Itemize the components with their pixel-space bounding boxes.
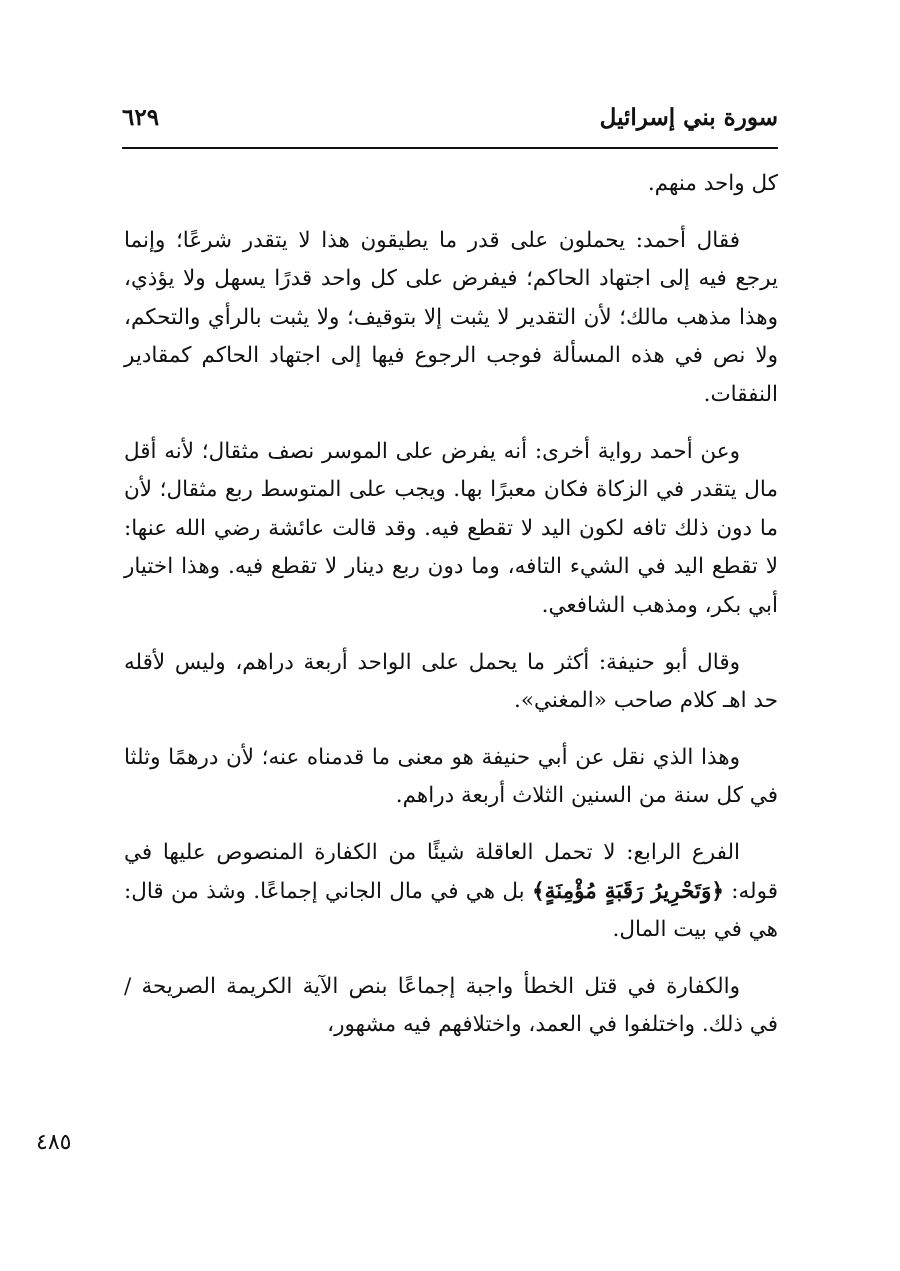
paragraph-ahmad: فقال أحمد: يحملون على قدر ما يطيقون هذا لا يتقدر شرعًا؛ وإنما يرجع فيه إلى اجتهاد الحاكم؛ فيفرض على كل واحد قدرًا يسهل ولا يؤذي، وهذا مذهب مالك؛ لأن التقدير لا يثبت إلا بتوقيف؛ ولا يثبت بالرأي والتحكم، ولا نص في هذه المسألة فوجب الرجوع فيها إلى اجتهاد الحاكم كمقادير النفقات. (124, 227, 778, 407)
paragraph-continuation: كل واحد منهم. (647, 171, 778, 196)
paragraph-kaffara: والكفارة في قتل الخطأ واجبة إجماعًا بنص الآية الكريمة الصريحة / في ذلك. واختلفوا في العمد، واختلافهم فيه مشهور، (124, 973, 778, 1038)
chapter-title: سورة بني إسرائيل (599, 104, 778, 131)
quran-verse: ﴿وَتَحْرِيرُ رَقَبَةٍ مُؤْمِنَةٍ﴾ (532, 878, 724, 904)
margin-page-number: ٤٨٥ (36, 1130, 72, 1155)
page-number: ٦٢٩ (122, 104, 160, 131)
page-body (124, 165, 778, 1045)
fourth-branch-text-before: الفرع الرابع: لا تحمل العاقلة شيئًا من الكفارة المنصوص عليها في قوله: (124, 839, 778, 904)
paragraph-fourth-branch (124, 834, 778, 950)
paragraph-ahmad-riwaya: وعن أحمد رواية أخرى: أنه يفرض على الموسر نصف مثقال؛ لأنه أقل مال يتقدر في الزكاة فكان معبرًا بها. ويجب على المتوسط ربع مثقال؛ لأن ما دون ذلك تافه لكون اليد لا تقطع فيه. وقد قالت عائشة رضي الله عنها: لا تقطع اليد في الشيء التافه، وما دون ربع دينار لا تقطع فيه. وهذا اختيار أبي بكر، ومذهب الشافعي. (124, 438, 778, 618)
paragraph-explanation: وهذا الذي نقل عن أبي حنيفة هو معنى ما قدمناه عنه؛ لأن درهمًا وثلثا في كل سنة من السنين الثلاث أربعة دراهم. (124, 744, 778, 809)
header-rule (122, 147, 778, 149)
paragraph-abu-hanifa: وقال أبو حنيفة: أكثر ما يحمل على الواحد أربعة دراهم، وليس لأقله حد اهـ كلام صاحب «المغني». (124, 649, 778, 714)
page-header (122, 100, 778, 144)
fourth-branch-text-after: بل هي في مال الجاني إجماعًا. وشذ من قال: هي في بيت المال. (124, 878, 778, 943)
